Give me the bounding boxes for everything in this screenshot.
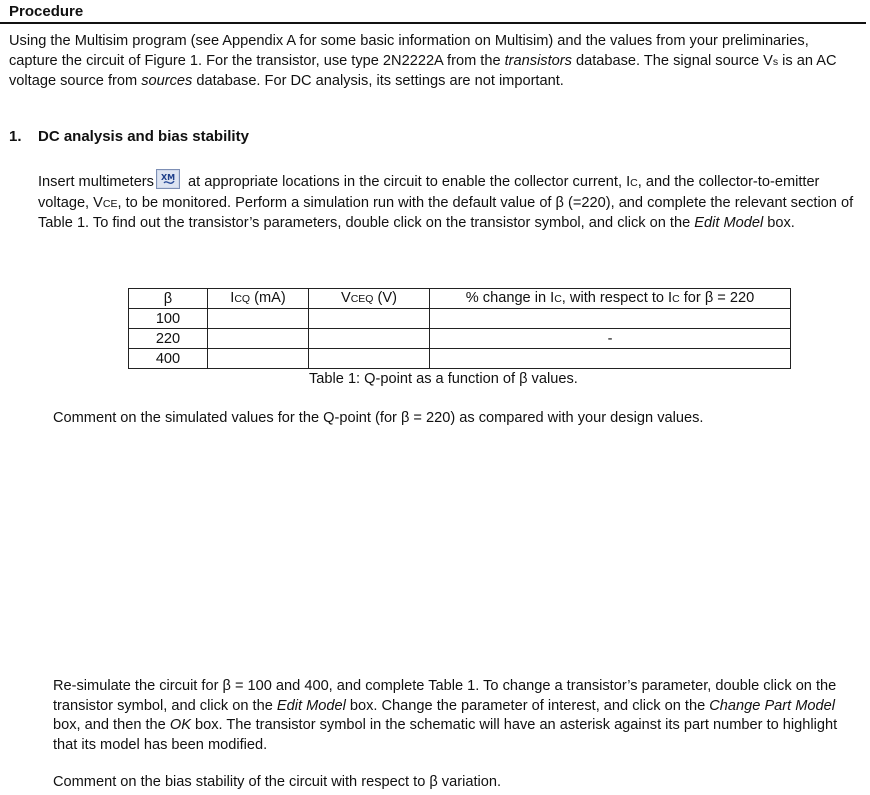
q-point-table: [128, 288, 791, 369]
cell-beta: 400: [129, 349, 208, 369]
table-header-row: [129, 289, 791, 309]
cell-beta: 100: [129, 309, 208, 329]
cell-change: -: [430, 329, 791, 349]
table-row: [129, 349, 791, 369]
comment-qpoint-paragraph: Comment on the simulated values for the Q-point (for β = 220) as compared with your design values.: [53, 410, 704, 426]
svg-text:XM: XM: [160, 173, 176, 182]
cell-vceq: [309, 309, 430, 329]
table-caption: Table 1: Q-point as a function of β values.: [309, 371, 578, 387]
cell-change: [430, 349, 791, 369]
procedure-heading: Procedure: [9, 3, 84, 20]
cell-beta: 220: [129, 329, 208, 349]
multimeter-paragraph: Insert multimeters XM at appropriate locations in the circuit to enable the collector current, IC, and the collector-to-emitter voltage, VCE, to be monitored. Perform a simulation run with the default value of β (=220), and complete the relevant section of Table 1. To find out the transistor’s parameters, double click on the transistor symbol, and click on the Edit Model box.: [38, 169, 864, 234]
table-row: [129, 329, 791, 349]
cell-vceq: [309, 329, 430, 349]
cell-change: [430, 309, 791, 329]
multimeter-icon: [156, 169, 180, 189]
cell-icq: [208, 309, 309, 329]
header-icq: ICQ (mA): [208, 289, 309, 309]
header-percent-change: % change in IC, with respect to IC for β = 220: [430, 289, 791, 309]
intro-paragraph: Using the Multisim program (see Appendix A for some basic information on Multisim) and the values from your preliminaries, capture the circuit of Figure 1. For the transistor, use type 2N2222A from the transistors database. The signal source Vs is an AC voltage source from sources database. For DC analysis, its settings are not important.: [9, 33, 837, 89]
heading-rule: [0, 22, 866, 24]
header-vceq: VCEQ (V): [309, 289, 430, 309]
table-row: [129, 309, 791, 329]
cell-vceq: [309, 349, 430, 369]
cell-icq: [208, 329, 309, 349]
resimulate-paragraph: Re-simulate the circuit for β = 100 and 400, and complete Table 1. To change a transistor’s parameter, double click on the transistor symbol, and click on the Edit Model box. Change the parameter of interest, and click on the Change Part Model box, and then the OK box. The transistor symbol in the schematic will have an asterisk against its part number to highlight that its model has been modified.: [53, 678, 838, 753]
cell-icq: [208, 349, 309, 369]
comment-stability-paragraph: Comment on the bias stability of the circuit with respect to β variation.: [53, 774, 502, 790]
section-heading: 1. DC analysis and bias stability: [9, 128, 249, 145]
header-beta: β: [129, 289, 208, 309]
